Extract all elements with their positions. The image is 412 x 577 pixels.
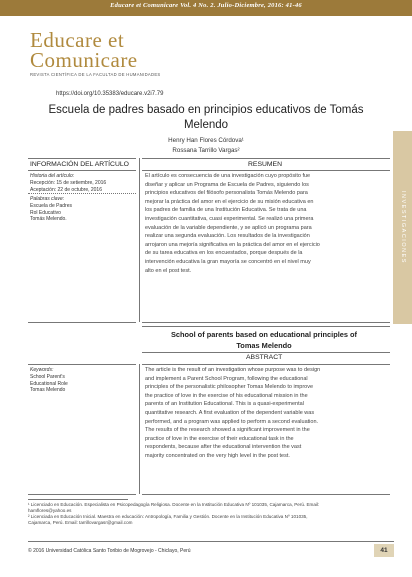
abstract-line: principles of the personalistic philosopher Tomas Melendo to improve xyxy=(145,384,314,391)
footnotes xyxy=(28,502,394,526)
resumen-line: evaluación de la variable dependiente, y se aplicó un programa para xyxy=(145,224,312,231)
abstract-line: the practice of love in the exercise of his educational mission in the xyxy=(145,392,308,399)
resumen-line: los padres de familia de una Institución Educativa. Se trata de una xyxy=(145,207,307,214)
abstract-line: The article is the result of an investigation whose purpose was to design xyxy=(145,367,321,373)
resumen-line: arrojaron una mejoría significativa en la práctica del amor en el ejercicio xyxy=(145,241,320,248)
rule-keywords-bottom xyxy=(28,494,136,495)
rule-abstract-under-heading xyxy=(142,364,390,365)
article-title xyxy=(28,103,384,133)
footer-copyright: © 2016 Universidad Católica Santo Toribio de Mogrovejo - Chiclayo, Perú xyxy=(28,548,191,554)
logo-subtitle: REVISTA CIENTÍFICA DE LA FACULTAD DE HUMANIDADES xyxy=(30,72,161,77)
rule-english-top xyxy=(142,326,390,327)
rule-info-bottom xyxy=(28,322,136,323)
keyword-en-3: Tomas Melendo xyxy=(30,387,66,394)
abstract-line: parents of an Institution Educational. This is a quasi-experimental xyxy=(145,401,304,408)
logo-line-2: Comunicare xyxy=(30,48,138,72)
abstract-body xyxy=(145,366,388,461)
abstract-line: majority concentrated on the very high level in the post test. xyxy=(145,452,290,459)
running-header-title: Educare et Comunicare Vol. 4 No. 2. Julio-Diciembre, 2016: 41-46 xyxy=(110,2,302,9)
rule-abstract-bottom xyxy=(142,494,390,495)
abstract-line: performed, and a program was applied to perform a second evaluation. xyxy=(145,418,319,425)
info-heading: INFORMACIÓN DEL ARTÍCULO xyxy=(30,161,129,168)
section-side-tab-label: INVESTIGACIONES xyxy=(400,191,406,264)
rule-info-top xyxy=(28,158,136,159)
rule-abstract-top xyxy=(142,352,390,353)
keyword-en-2: Educational Role xyxy=(30,380,68,387)
footnote-rule xyxy=(28,499,128,500)
abstract-line: quantitative research. A first evaluation of the dependent variable was xyxy=(145,409,315,416)
resumen-line: realizar una segunda evaluación. Los resultados de la investigación xyxy=(145,233,310,240)
rule-resumen-bottom xyxy=(142,322,390,323)
keywords-en-label: Keywords: xyxy=(30,367,54,373)
rule-info-under-heading xyxy=(28,170,136,171)
abstract-line: practice of love in the exercise of their educational task in the xyxy=(145,435,294,442)
journal-logo xyxy=(30,30,250,80)
keywords-en xyxy=(30,367,68,394)
resumen-line: alto en el post test. xyxy=(145,267,192,274)
rule-column-divider-en xyxy=(139,364,140,494)
keyword-en-1: School Parent's xyxy=(30,373,65,380)
resumen-line: investigación cuantitativa, cuasi experimental. Se realizó una primera xyxy=(145,215,314,222)
resumen-body xyxy=(145,172,388,275)
rule-resumen-under-heading xyxy=(142,170,390,171)
author-2: Rossana Tarrillo Vargas² xyxy=(172,147,240,154)
title-line-2: Melendo xyxy=(183,119,229,131)
resumen-line: El artículo es consecuencia de una investigación cuyo propósito fue xyxy=(145,173,311,179)
doi-link[interactable]: https://doi.org/10.35383/educare.v2i7.79 xyxy=(56,91,164,97)
footnote-1-email: hamflores@yahoo.es xyxy=(28,508,72,513)
article-history xyxy=(30,173,106,193)
resumen-line: diseñar y aplicar un Programa de Escuela de Padres, siguiendo los xyxy=(145,181,309,188)
keywords-es xyxy=(30,196,72,223)
resumen-heading: RESUMEN xyxy=(248,161,282,168)
resumen-line: de su tarea educativa en los encuestados, porque después de la xyxy=(145,250,303,257)
resumen-line: mejorar la práctica del amor en el ejercicio de su misión educativa en xyxy=(145,198,314,205)
footer-rule xyxy=(28,541,394,542)
rule-resumen-top xyxy=(142,158,390,159)
received-date: Recepción: 15 de setiembre, 2016 xyxy=(30,179,107,186)
english-title-line-2: Tomas Melendo xyxy=(236,341,292,350)
abstract-line: respondents, because after the educational intervention the vast xyxy=(145,444,302,451)
keywords-label: Palabras clave: xyxy=(30,196,65,202)
rule-keywords-top xyxy=(28,364,136,365)
article-authors xyxy=(28,136,384,156)
keyword-es-2: Rol Educativo xyxy=(30,209,61,216)
page-number: 41 xyxy=(374,544,394,557)
history-label: Historia del artículo: xyxy=(30,173,75,179)
logo-line-1: Educare et xyxy=(30,28,125,52)
author-1: Henry Han Flores Córdova¹ xyxy=(168,137,244,144)
abstract-heading: ABSTRACT xyxy=(246,354,283,361)
rule-column-divider xyxy=(139,158,140,322)
section-side-tab xyxy=(393,131,412,324)
resumen-line: principios educativos del filósofo personalista Tomás Melendo para xyxy=(145,190,308,197)
abstract-line: The results of the research showed a significant improvement in the xyxy=(145,427,310,434)
keyword-es-3: Tomás Melendo. xyxy=(30,216,67,223)
footnote-1: ¹ Licenciado en Educación. Especialista en Psicopedagogía Religiosa. Docente en la Institución Educativa Nº 101035, Cajamarca, Perú. Email: xyxy=(28,502,320,507)
resumen-line: intervención educativa la gran mayoría se concentró en el nivel muy xyxy=(145,258,311,265)
title-line-1: Escuela de padres basado en principios educativos de Tomás xyxy=(48,104,364,116)
keyword-es-1: Escuela de Padres xyxy=(30,202,72,209)
english-title xyxy=(140,329,388,351)
accepted-date: Aceptación: 22 de octubre, 2016 xyxy=(30,186,102,193)
english-title-line-1: School of parents based on educational principles of xyxy=(170,330,358,339)
abstract-line: and implement a Parent School Program, following the educational xyxy=(145,375,308,382)
footnote-2-email: Cajamarca, Perú. Email: tarrillovargasr@gmail.com xyxy=(28,520,133,525)
footnote-2: ² Licenciada en Educación Inicial. Maestra en educación: Antropología, Familia y Gestión. Docente en la Institución Educativa Nº 101035, xyxy=(28,514,308,519)
